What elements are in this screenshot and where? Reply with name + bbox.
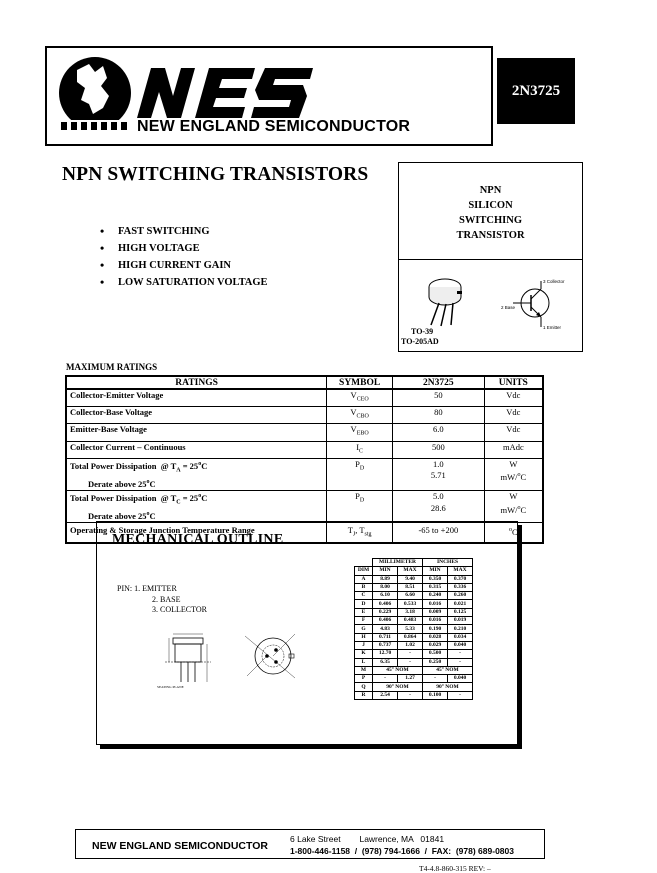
- table-row: H 0.711 0.864 0.028 0.034: [355, 633, 473, 641]
- footer-address: 6 Lake Street Lawrence, MA 01841 1-800-446-1158 / (978) 794-1666 / FAX: (978) 689-0803: [290, 834, 514, 856]
- table-row: Collector-Base Voltage $V_{CBO}$ 80 Vdc: [66, 407, 543, 424]
- table-row: A 8.89 9.40 0.350 0.370: [355, 575, 473, 583]
- package-bottom-view-drawing: [235, 626, 305, 688]
- table-row: C 6.10 6.60 0.240 0.260: [355, 592, 473, 600]
- npn-symbol-icon: [499, 275, 583, 333]
- table-row: E 0.229 3.18 0.009 0.125: [355, 608, 473, 616]
- max-ratings-title: MAXIMUM RATINGS: [66, 362, 158, 372]
- feature-item: • LOW SATURATION VOLTAGE: [100, 274, 268, 291]
- table-row: Q 90° NOM 90° NOM: [355, 683, 473, 691]
- table-row: Collector-Emitter Voltage $V_{CEO}$ 50 Vdc: [66, 389, 543, 407]
- feature-item: • HIGH CURRENT GAIN: [100, 257, 268, 274]
- company-name: NEW ENGLAND SEMICONDUCTOR: [137, 118, 411, 135]
- table-row: Total Power Dissipation @ $T_C = 25^oC$ Derate above 25$^o$C $P_D$ 5.0 28.6 W mW/$^o$C: [66, 491, 543, 523]
- feature-item: • HIGH VOLTAGE: [100, 240, 268, 257]
- table-row: P - 1.27 - 0.040: [355, 675, 473, 683]
- feature-list: [100, 223, 268, 291]
- base-label: 2 Base: [501, 305, 516, 310]
- table-header-row: RATINGS SYMBOL 2N3725 UNITS: [66, 376, 543, 389]
- header-box: [45, 46, 493, 146]
- mechanical-outline-title: MECHANICAL OUTLINE: [112, 532, 284, 547]
- max-ratings-table: [65, 375, 544, 544]
- table-row: D 0.406 0.533 0.016 0.021: [355, 600, 473, 608]
- table-row: B 8.00 8.51 0.315 0.336: [355, 583, 473, 591]
- device-description: NPN SILICON SWITCHING TRANSISTOR: [399, 163, 582, 260]
- table-row: L 6.35 - 0.250 -: [355, 658, 473, 666]
- table-row: Collector Current – Continuous $I_C$ 500 mAdc: [66, 441, 543, 458]
- mechanical-outline-box: [96, 521, 518, 745]
- seating-plane-label: SEATING PLANE: [157, 685, 184, 689]
- table-row: K 12.70 - 0.500 -: [355, 650, 473, 658]
- table-row: R 2.54 - 0.100 -: [355, 691, 473, 699]
- emitter-label: 1 Emitter: [543, 325, 562, 330]
- pin-list: PIN: 1. EMITTER 2. BASE 3. COLLECTOR: [117, 584, 207, 614]
- table-row: M 45° NOM 45° NOM: [355, 666, 473, 674]
- table-row: G 4.83 5.33 0.190 0.210: [355, 625, 473, 633]
- page-title: NPN SWITCHING TRANSISTORS: [62, 164, 369, 185]
- table-row: Total Power Dissipation @ $T_A = 25^oC$ Derate above 25$^o$C $P_D$ 1.0 5.71 W mW/$^o$C: [66, 458, 543, 490]
- dimensions-table: MILLIMETER INCHES DIM MIN MAX MIN MAX A 8.89 9.40 0.350 0.370 B 8.00 8.51 0.315 0.336 C 6.10 6.60 0.240 0.260 D 0.406 0.533 0.016 0.021 E 0.229 3.18 0.009 0.125 F 0.406 0.483 0.016 0.019 G 4.83 5.33 0.190 0.210 H 0.711 0.864 0.028 0.034 J 0.737 1.02 0.029 0.040 K 12.70 - 0.500 - L 6.35 - 0.250 - M 45° NOM 45° NOM P - 1.27 - 0.040 Q 90° NOM 90° NOM R 2.54 - 0.100 -: [354, 558, 473, 700]
- package-side-view-drawing: [155, 630, 227, 692]
- to39-package-icon: [419, 275, 479, 327]
- footer-company-name: NEW ENGLAND SEMICONDUCTOR: [92, 840, 268, 852]
- table-row: Emitter-Base Voltage $V_{EBO}$ 6.0 Vdc: [66, 424, 543, 441]
- device-description-box: [398, 162, 583, 352]
- feature-item: • FAST SWITCHING: [100, 223, 268, 240]
- table-row: J 0.737 1.02 0.029 0.040: [355, 641, 473, 649]
- part-number-badge: 2N3725: [497, 58, 575, 124]
- document-reference: T4-4.8-860-315 REV: –: [419, 864, 491, 873]
- collector-label: 3 Collector: [543, 279, 565, 284]
- table-row: F 0.406 0.483 0.016 0.019: [355, 617, 473, 625]
- package-label: TO-39 TO-205AD: [401, 327, 439, 346]
- table-row: Operating & Storage Junction Temperature Range $T_J$, $T_{stg}$ -65 to +200 $^o$C: [66, 523, 543, 543]
- footer: [75, 829, 545, 859]
